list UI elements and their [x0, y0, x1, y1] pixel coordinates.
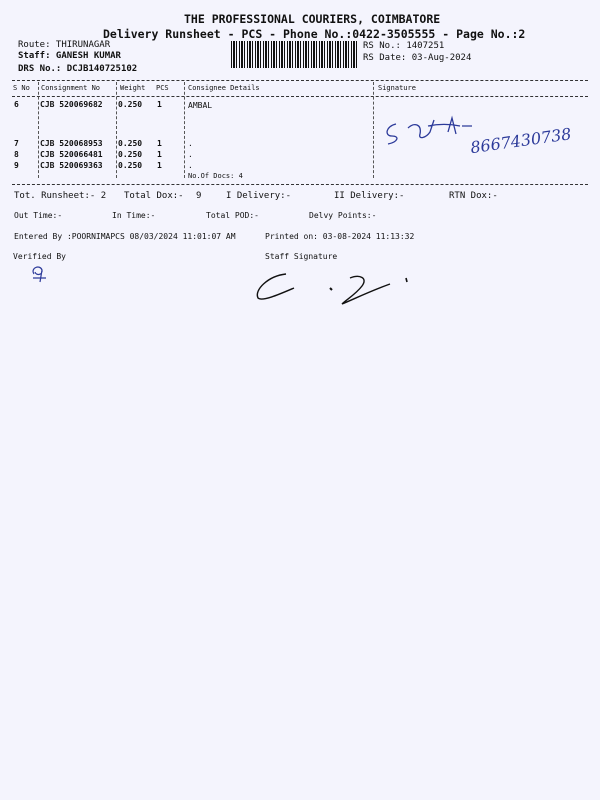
runsheet-subtitle: Delivery Runsheet - PCS - Phone No.:0422-3505555 - Page No.:2: [103, 27, 526, 41]
no-of-docs: No.Of Docs: 4: [188, 172, 243, 180]
verifier-signature: [28, 262, 54, 286]
printed-on: Printed on: 03-08-2024 11:13:32: [265, 232, 415, 241]
row-consignment: CJB 520068953: [40, 139, 103, 148]
col-header-weight: Weight: [120, 84, 146, 92]
col-header-pcs: PCS: [156, 84, 169, 92]
divider: [12, 96, 588, 97]
consignee-signature: [378, 112, 578, 160]
col-header-consignee: Consignee Details: [188, 84, 260, 92]
total-dox-value: 9: [196, 191, 202, 201]
rs-number: RS No.: 1407251: [363, 41, 445, 51]
row-sno: 8: [14, 150, 19, 159]
row-weight: 0.250: [118, 150, 143, 159]
column-divider: [373, 82, 374, 178]
col-header-sno: S No: [13, 84, 30, 92]
tot-runsheet: Tot. Runsheet:- 2: [14, 191, 107, 201]
row-pcs: 1: [157, 139, 162, 148]
row-sno: 7: [14, 139, 19, 148]
staff-signature: [250, 262, 420, 314]
column-divider: [38, 82, 39, 178]
row-consignee: .: [188, 161, 193, 170]
rs-date: RS Date: 03-Aug-2024: [363, 53, 472, 63]
row-weight: 0.250: [118, 161, 143, 170]
company-title: THE PROFESSIONAL COURIERS, COIMBATORE: [184, 12, 441, 26]
out-time: Out Time:-: [14, 211, 63, 220]
row-sno: 6: [14, 100, 19, 109]
row-pcs: 1: [157, 161, 162, 170]
row-consignment: CJB 520066481: [40, 150, 103, 159]
row-consignment: CJB 520069682: [40, 100, 103, 109]
row-weight: 0.250: [118, 139, 143, 148]
delvy-points: Delvy Points:-: [309, 211, 377, 220]
row-pcs: 1: [157, 100, 162, 109]
ii-delivery: II Delivery:-: [334, 191, 405, 201]
row-consignee: .: [188, 139, 193, 148]
verified-by-label: Verified By: [13, 252, 66, 261]
row-consignee: AMBAL: [188, 101, 213, 110]
col-header-consignment: Consignment No: [41, 84, 101, 92]
row-sno: 9: [14, 161, 19, 170]
total-pod: Total POD:-: [206, 211, 259, 220]
total-dox-label: Total Dox:-: [124, 191, 184, 201]
rtn-dox: RTN Dox:-: [449, 191, 498, 201]
route-label: Route: THIRUNAGAR: [18, 40, 111, 50]
column-divider: [116, 82, 117, 178]
divider: [12, 184, 588, 185]
staff-label: Staff: GANESH KUMAR: [18, 51, 121, 61]
signature-note: 8667430738: [469, 124, 573, 158]
divider: [12, 80, 588, 81]
row-consignment: CJB 520069363: [40, 161, 103, 170]
column-divider: [184, 82, 185, 178]
row-pcs: 1: [157, 150, 162, 159]
row-weight: 0.250: [118, 100, 143, 109]
entered-by: Entered By :POORNIMAPCS 08/03/2024 11:01:07 AM: [14, 232, 236, 241]
drs-number: DRS No.: DCJB140725102: [18, 64, 138, 74]
row-consignee: .: [188, 150, 193, 159]
staff-signature-label: Staff Signature: [265, 252, 338, 261]
i-delivery: I Delivery:-: [226, 191, 292, 201]
barcode: [231, 41, 357, 68]
in-time: In Time:-: [112, 211, 156, 220]
col-header-signature: Signature: [378, 84, 416, 92]
